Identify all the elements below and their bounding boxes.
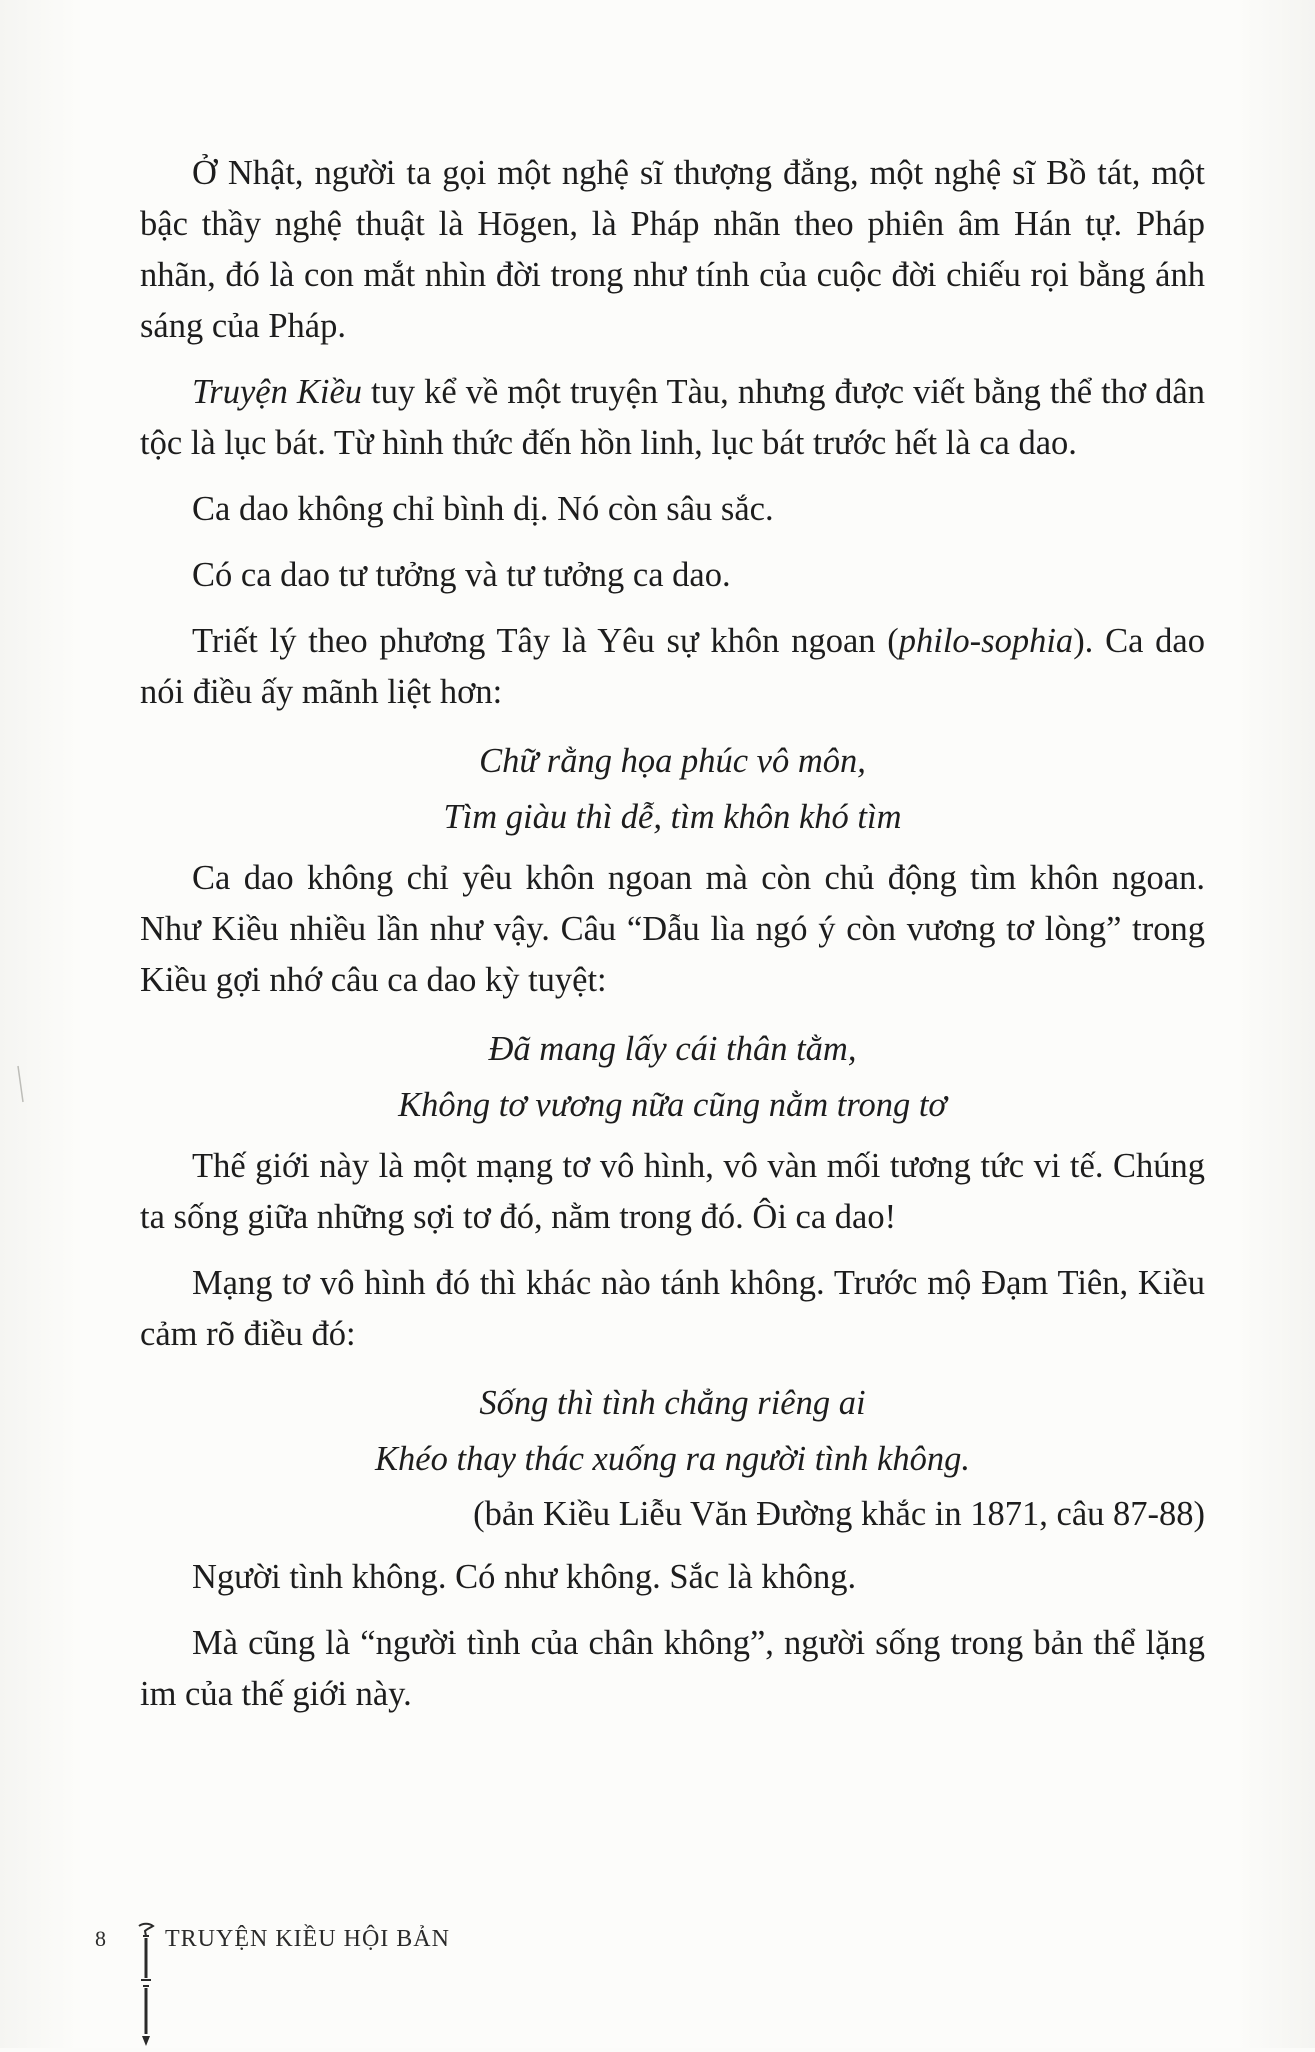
page-footer (95, 1922, 695, 2042)
paragraph-5-text-a: Triết lý theo phương Tây là Yêu sự khôn ngoan ( (192, 622, 899, 660)
paragraph-2-text: tuy kể về một truyện Tàu, nhưng được viết bằng thể thơ dân tộc là lục bát. Từ hình thức đến hồn linh, lục bát trước hết là ca dao. (140, 373, 1205, 462)
paragraph-5-text-b: ). Ca dao nói điều ấy mãnh liệt hơn: (140, 622, 1205, 711)
page-number: 8 (95, 1926, 106, 1951)
paragraph-1-text: Ở Nhật, người ta gọi một nghệ sĩ thượng đẳng, một nghệ sĩ Bồ tát, một bậc thầy nghệ thuật là Hōgen, là Pháp nhãn theo phiên âm Hán tự. Pháp nhãn, đó là con mắt nhìn đời trong như tính của cuộc đời chiếu rọi bằng ánh sáng của Pháp. (140, 154, 1205, 345)
verse-citation: (bản Kiều Liễu Văn Đường khắc in 1871, câu 87-88) (473, 1495, 1205, 1533)
footer-ornament-icon (135, 1922, 157, 2052)
paragraph-9 (140, 1552, 1205, 1603)
book-title: TRUYỆN KIỀU HỘI BẢN (165, 1926, 450, 1952)
paragraph-3 (140, 484, 1205, 535)
verse-1-line-1: Chữ rằng họa phúc vô môn, (479, 742, 866, 780)
paragraph-10-text: Mà cũng là “người tình của chân không”, người sống trong bản thể lặng im của thế giới này. (140, 1624, 1205, 1713)
paragraph-3-text: Ca dao không chỉ bình dị. Nó còn sâu sắc. (192, 490, 774, 528)
paragraph-6 (140, 853, 1205, 1006)
paragraph-7 (140, 1141, 1205, 1243)
paragraph-6-text: Ca dao không chỉ yêu khôn ngoan mà còn chủ động tìm khôn ngoan. Như Kiều nhiều lần như vậy. Câu “Dẫu lìa ngó ý còn vương tơ lòng” trong Kiều gợi nhớ câu ca dao kỳ tuyệt: (140, 859, 1205, 999)
paragraph-9-text: Người tình không. Có như không. Sắc là không. (192, 1558, 857, 1596)
paragraph-8 (140, 1258, 1205, 1360)
verse-3-line-2: Khéo thay thác xuống ra người tình không. (375, 1440, 970, 1478)
verse-3-line-1: Sống thì tình chẳng riêng ai (479, 1384, 866, 1422)
paragraph-7-text: Thế giới này là một mạng tơ vô hình, vô vàn mối tương tức vi tế. Chúng ta sống giữa những sợi tơ đó, nằm trong đó. Ôi ca dao! (140, 1147, 1205, 1236)
paragraph-2 (140, 367, 1205, 469)
verse-2-line-2: Không tơ vương nữa cũng nằm trong tơ (398, 1086, 947, 1124)
verse-1 (140, 733, 1205, 845)
paragraph-8-text: Mạng tơ vô hình đó thì khác nào tánh không. Trước mộ Đạm Tiên, Kiều cảm rõ điều đó: (140, 1264, 1205, 1353)
philo-sophia-italic: philo-sophia (898, 622, 1074, 660)
paragraph-5 (140, 616, 1205, 718)
paragraph-10 (140, 1618, 1205, 1720)
verse-2 (140, 1021, 1205, 1133)
work-title-italic: Truyện Kiều (192, 373, 363, 411)
page-edge-mark (16, 1064, 26, 1104)
verse-1-line-2: Tìm giàu thì dễ, tìm khôn khó tìm (443, 798, 902, 836)
verse-2-line-1: Đã mang lấy cái thân tằm, (488, 1030, 857, 1068)
body-text (140, 148, 1205, 1735)
paragraph-4 (140, 550, 1205, 601)
paragraph-4-text: Có ca dao tư tưởng và tư tưởng ca dao. (192, 556, 731, 594)
paragraph-1 (140, 148, 1205, 352)
verse-3 (140, 1375, 1205, 1487)
